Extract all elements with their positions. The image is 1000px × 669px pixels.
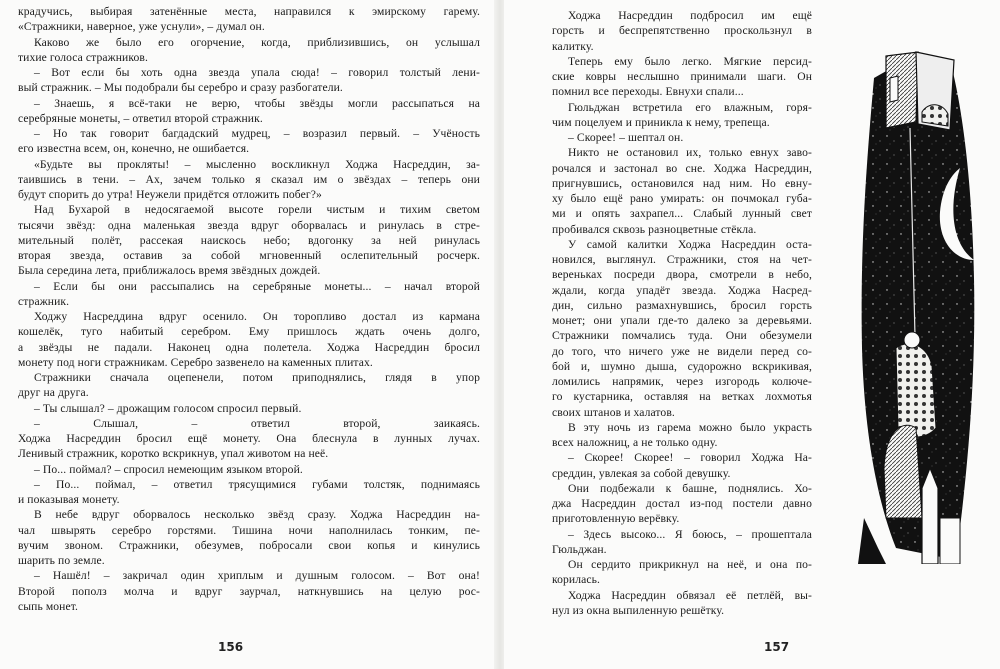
text-line: вый стражник. – Мы подобрали бы серебро и сразу разбогатели.	[18, 81, 343, 95]
text-line: приготовленную верёвку.	[552, 512, 680, 526]
text-line: серебряные монеты, – ответил второй стражник.	[18, 111, 263, 125]
text-line: тысячи звёзд: одна маленькая звезда вдруг оборвалась и ринулась в стре-	[18, 218, 480, 232]
text-line: – Но так говорит багдадский мудрец, – возразил первый. – Учёность	[34, 127, 480, 140]
text-line: шарить по земле.	[18, 554, 105, 567]
text-line: будут спорить до утра! Неужели придётся отложить побег?»	[18, 188, 322, 201]
page-number-left: 156	[218, 640, 244, 654]
text-line: Ходжа Насреддин бросил ещё монету. Она блеснула в лунных лучах.	[18, 432, 480, 445]
page-number-right: 157	[764, 640, 790, 654]
text-line: Никто не остановил их, только евнух заво-	[568, 146, 812, 160]
text-line: ские ковры неслышно принимали шаги. Он	[552, 70, 812, 83]
text-line: а звёзды не падали. Наконец одна полетела. Ходжа Насреддин бросил	[18, 340, 480, 354]
text-line: – Нашёл! – закричал один хриплым и душным голосом. – Вот она!	[34, 569, 480, 583]
text-line: – Здесь высоко... Я боюсь, – прошептала	[568, 527, 812, 541]
text-line: корилась.	[552, 573, 601, 587]
text-line: Они подбежали к башне, поднялись. Хо-	[568, 481, 812, 495]
text-line: новился, выглянул. Стражники, стоя на чет-	[552, 253, 812, 266]
text-line: его известна всем, он, конечно, не ошибается.	[18, 142, 250, 156]
text-line: – По... поймал, – ответил трясущимися губами толстяк, поднимаясь	[34, 477, 480, 491]
text-line: монет; они упали где-то далеко за деревьями.	[552, 314, 812, 327]
text-line: ждали, когда упадёт звезда. Ходжа Насред-	[552, 283, 812, 297]
text-line: Ходжа Насреддин обвязал её петлёй, вы-	[568, 588, 812, 602]
text-line: таившись в тени. – Ах, зачем только я сказал им о звёздах – теперь они	[18, 172, 480, 186]
text-line: помнил все переходы. Евнухи спали...	[552, 85, 744, 99]
text-line: Второй пополз молча и вдруг заурчал, наткнувшись на целую рос-	[18, 584, 480, 598]
text-line: калитку.	[552, 39, 594, 53]
text-line: Над Бухарой в недосягаемой высоте горели чистым и тихим светом	[34, 203, 480, 217]
text-line: – По... поймал? – спросил немеющим языком второй.	[34, 462, 303, 476]
text-line: монету под ноги стражникам. Серебро зазвенело на каменных плитах.	[18, 355, 373, 369]
text-line: мительный полёт, рассекая наискось небо; вдогонку за ней ринулась	[18, 233, 480, 247]
text-line: Ходжа Насреддин подбросил им ещё	[568, 9, 812, 22]
text-line: всех наложниц, а не только одну.	[552, 436, 718, 449]
text-line: среддин, увлекая за собой девушку.	[552, 466, 731, 480]
text-line: своих штанов и халатов.	[552, 405, 675, 419]
text-line: Гюльджан.	[552, 542, 607, 556]
text-line: У самой калитки Ходжа Насреддин оста-	[568, 237, 812, 251]
text-line: тихие голоса стражников.	[18, 50, 148, 64]
left-page-text	[18, 4, 480, 614]
text-line: пробивался сквозь разноцветные стёкла.	[552, 222, 757, 236]
text-line: Стражники сначала оцепенели, потом приподнялись, глядя в упор	[34, 371, 480, 384]
text-line: – Ты слышал? – дрожащим голосом спросил первый.	[34, 401, 302, 415]
text-line: го кустарника, оставляя на ветках лохмотья	[552, 390, 812, 404]
text-line: джа Насреддин достал из-под постели давно	[552, 497, 812, 510]
text-line: – Вот если бы хоть одна звезда упала сюда! – говорил толстый лени-	[34, 66, 480, 79]
text-line: Ленивый стражник, коротко вскрикнув, упал животом на неё.	[18, 447, 329, 461]
text-line: чал швырять серебро горстями. Тишина ночи наполнилась тонким, пе-	[18, 523, 480, 537]
night-tower-escape-illustration	[856, 48, 982, 564]
text-line: «Будьте вы прокляты! – мысленно воскликнул Ходжа Насреддин, за-	[34, 157, 480, 171]
text-line: ми и опять захрапел... Слабый лунный свет	[552, 207, 812, 221]
text-line: крадучись, выбирая затенённые места, направился к эмирскому гарему.	[18, 5, 480, 18]
text-line: Гюльджан встретила его влажным, горя-	[568, 100, 812, 114]
text-line: ломились напрямик, через изгородь колюче-	[552, 375, 812, 388]
text-line: – Скорее! – шептал он.	[568, 131, 684, 144]
text-line: вереньках посреди двора, смотрели в небо,	[552, 268, 812, 282]
text-line: вторая звезда, оставив за собой мгновенный ослепительный росчерк.	[18, 249, 480, 262]
text-line: Теперь ему было легко. Мягкие персид-	[568, 54, 812, 68]
text-line: бой и, шумно дыша, судорожно вскрикивая,	[552, 359, 812, 373]
text-line: стражник.	[18, 294, 70, 308]
text-line: – Слышал, – ответил второй, заикаясь.	[34, 416, 480, 430]
text-line: – Скорее! Скорее! – говорил Ходжа На-	[568, 451, 812, 465]
text-line: В эту ночь из гарема можно было украсть	[568, 420, 812, 434]
text-line: Ходжу Насреддина вдруг осенило. Он торопливо достал из кармана	[34, 310, 480, 323]
text-line: вучим звоном. Стражники, обезумев, побросали свои копья и кинулись	[18, 538, 480, 552]
text-line: и показывая монету.	[18, 493, 120, 506]
text-line: рочался и застонал во сне. Ходжа Насреддин,	[552, 161, 812, 175]
text-line: кошелёк, туго набитый серебром. Ему пришлось ждать очень долго,	[18, 325, 480, 339]
text-line: В небе вдруг оборвалось несколько звёзд сразу. Ходжа Насреддин на-	[34, 508, 480, 522]
text-line: ху было ещё рано умирать: он почмокал губа-	[552, 192, 812, 205]
text-line: до того, что ничего уже не видели перед со-	[552, 344, 812, 358]
text-line: дин, сильно размахнувшись, бросил горсть	[552, 298, 812, 312]
text-line: Он сердито прикрикнул на неё, и она по-	[568, 558, 812, 571]
text-line: чим поцелуем и приникла к нему, трепеща.	[552, 115, 770, 129]
text-line: Каково же было его огорчение, когда, приблизившись, он услышал	[34, 35, 480, 49]
text-line: сыпь монет.	[18, 599, 79, 613]
left-page	[0, 0, 496, 669]
text-line: – Если бы они рассыпались на серебряные монеты... – начал второй	[34, 279, 480, 293]
text-line: Была середина лета, приближалось время звёздных дождей.	[18, 264, 321, 278]
text-line: пригнувшись, остановился над ним. Но евну-	[552, 176, 812, 190]
text-line: – Знаешь, я всё-таки не верю, чтобы звёзды могли рассыпаться на	[34, 96, 480, 110]
text-line: горсть и беспрепятственно проскользнул в	[552, 24, 812, 38]
text-line: друг на друга.	[18, 386, 89, 400]
right-page-text	[552, 8, 812, 618]
text-line: «Стражники, наверное, уже уснули», – думал он.	[18, 20, 265, 34]
text-line: Стражники помчались туда. Они обезумели	[552, 329, 812, 343]
text-line: нул из окна выпиленную решётку.	[552, 603, 725, 617]
